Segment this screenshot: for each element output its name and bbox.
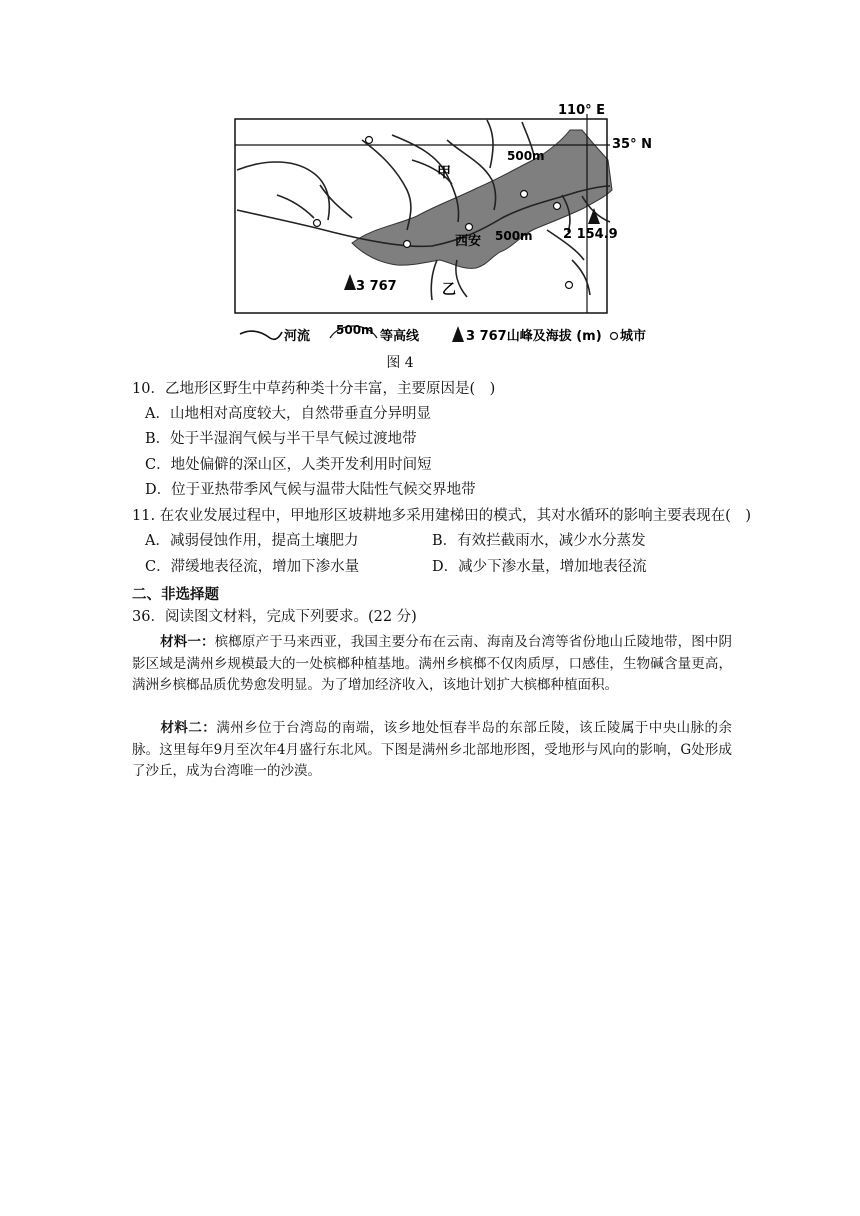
q11-stem: 11. 在农业发展过程中，甲地形区坡耕地多采用建梯田的模式，其对水循环的影响主要表现在( ) — [132, 508, 751, 524]
material-2-label: 材料二： — [160, 720, 217, 736]
map-legend — [240, 323, 646, 344]
material-2-text: 满州乡位于台湾岛的南端，该乡地处恒春半岛的东部丘陵，该丘陵属于中央山脉的余脉。这里每年9月至次年4月盛行东北风。下图是满州乡北部地形图，受地形与风向的影响，G处形成了沙丘，成为台湾唯一的沙漠。 — [132, 720, 733, 779]
q10-option-c: C．地处偏僻的深山区，人类开发利用时间短 — [145, 457, 432, 473]
material-1-paragraph — [132, 632, 732, 697]
legend-river-label: 河流 — [284, 329, 311, 344]
legend-peak-label: 3 767山峰及海拔 (m) — [466, 329, 602, 344]
material-1-label: 材料一： — [160, 634, 215, 650]
q10-stem: 10．乙地形区野生中草药种类十分丰富，主要原因是( ) — [132, 381, 496, 397]
legend-city-label: 城市 — [620, 329, 647, 344]
q11-option-b: B．有效拦截雨水，减少水分蒸发 — [432, 533, 646, 549]
label-yi: 乙 — [442, 282, 456, 298]
q11-option-d: D．减少下渗水量，增加地表径流 — [432, 559, 647, 575]
q10-option-a: A．山地相对高度较大，自然带垂直分异明显 — [145, 406, 431, 422]
q11-option-a: A．减弱侵蚀作用，提高土壤肥力 — [145, 533, 359, 549]
legend-river-symbol — [240, 331, 282, 339]
peak-label-3767: 3 767 — [356, 279, 397, 294]
q11-option-c: C．滞缓地表径流，增加下渗水量 — [145, 559, 360, 575]
material-2-paragraph — [132, 718, 732, 783]
topographic-map — [232, 100, 662, 350]
figure-caption: 图 4 — [386, 355, 414, 371]
legend-contour-sample: 500m — [336, 323, 374, 337]
contour-label-1: 500m — [507, 149, 545, 163]
material-1-text: 槟榔原产于马来西亚，我国主要分布在云南、海南及台湾等省份地山丘陵地带，图中阴影区域是满州乡规模最大的一处槟榔种植基地。满州乡槟榔不仅肉质厚，口感佳，生物碱含量更高，满洲乡槟榔品质优势愈发明显。为了增加经济收入，该地计划扩大槟榔种植面积。 — [132, 634, 733, 693]
contour-label-2: 500m — [495, 229, 533, 243]
legend-contour-label: 等高线 — [380, 329, 420, 344]
peak-label-2154: 2 154.9 — [563, 227, 618, 242]
label-xian: 西安 — [455, 234, 482, 249]
section-2-title: 二、非选择题 — [132, 587, 219, 603]
label-jia: 甲 — [437, 165, 451, 181]
peak-marker-3767 — [344, 274, 356, 290]
q10-option-d: D．位于亚热带季风气候与温带大陆性气候交界地带 — [145, 482, 476, 498]
meridian-label: 110° E — [558, 103, 606, 118]
legend-city-symbol — [611, 333, 618, 340]
parallel-label: 35° N — [612, 137, 652, 152]
q10-option-b: B．处于半湿润气候与半干旱气候过渡地带 — [145, 431, 417, 447]
q36-stem: 36．阅读图文材料，完成下列要求。(22 分) — [132, 609, 417, 625]
legend-peak-symbol — [452, 326, 464, 342]
